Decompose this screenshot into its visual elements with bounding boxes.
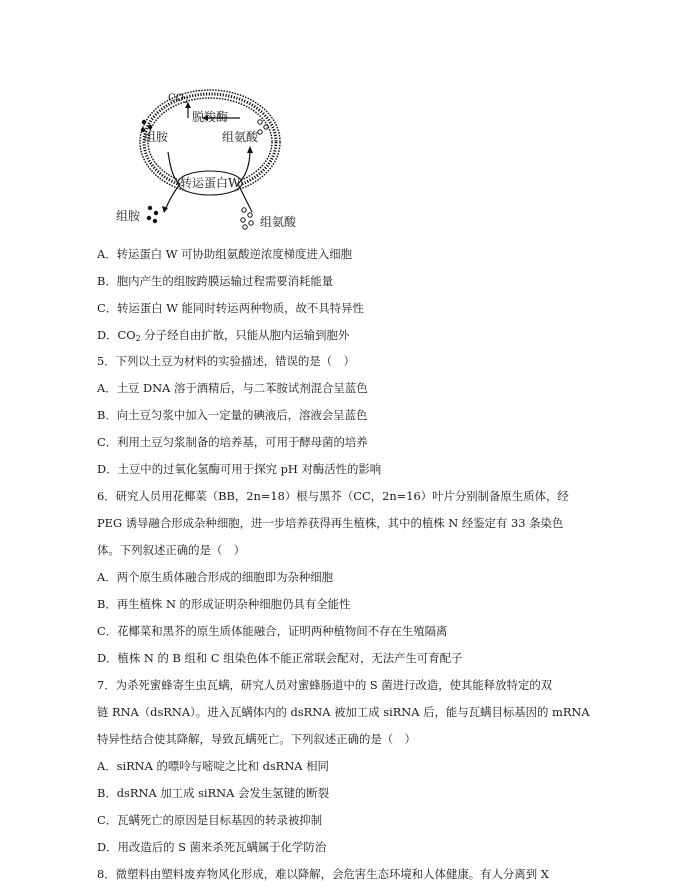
histidine-dot [258, 130, 262, 134]
q6-option-d: D．植株 N 的 B 组和 C 组染色体不能正常联会配对，无法产生可育配子 [97, 651, 463, 665]
q7-option-a: A．siRNA 的嘌呤与嘧啶之比和 dsRNA 相同 [97, 759, 329, 773]
histidine-dot [258, 120, 262, 124]
co2-label: $CO_2$ [168, 93, 189, 105]
cell-transport-diagram [110, 72, 310, 238]
histidine-dot [243, 225, 247, 229]
q6-stem-line-2: PEG 诱导融合形成杂种细胞，进一步培养获得再生植株，其中的植株 N 经鉴定有 33 条染色 [97, 516, 564, 530]
histamine-inside-label: 组胺 [144, 130, 169, 144]
q7-stem-line-1: 7．为杀死蜜蜂寄生虫瓦螨，研究人员对蜜蜂肠道中的 S 菌进行改造，使其能释放特定的双 [97, 678, 553, 692]
q4-option-c: C．转运蛋白 W 能同时转运两种物质，故不具特异性 [97, 301, 364, 315]
decarboxylase-label: 脱羧酶 [192, 110, 229, 124]
q5-option-a: A．土豆 DNA 溶于酒精后，与二苯胺试剂混合呈蓝色 [97, 381, 368, 395]
q7-stem-line-2: 链 RNA（dsRNA）。进入瓦螨体内的 dsRNA 被加工成 siRNA 后，能与瓦螨目标基因的 mRNA [97, 705, 590, 719]
q6-stem-line-1: 6．研究人员用花椰菜（BB，2n=18）根与黑芥（CC，2n=16）叶片分别制备原生质体，经 [97, 489, 569, 503]
q6-stem-line-3: 体。下列叙述正确的是（ ） [97, 543, 246, 557]
q7-stem-line-3: 特异性结合使其降解，导致瓦螨死亡。下列叙述正确的是（ ） [97, 732, 416, 746]
histidine-inside-label: 组氨酸 [222, 130, 259, 144]
q7-option-c: C．瓦螨死亡的原因是目标基因的转录被抑制 [97, 813, 323, 827]
histamine-dot [148, 125, 152, 129]
q4-option-d: D．$CO_2$ 分子经自由扩散，只能从胞内运输到胞外 [97, 328, 350, 343]
histidine-dot [248, 213, 252, 217]
histidine-dot [242, 208, 246, 212]
q4-option-a: A．转运蛋白 W 可协助组氨酸逆浓度梯度进入细胞 [97, 247, 352, 261]
histamine-dot [142, 120, 146, 124]
histidine-dot [264, 125, 268, 129]
q7-option-d: D．用改造后的 S 菌来杀死瓦螨属于化学防治 [97, 840, 327, 854]
histamine-dot [148, 206, 152, 210]
histamine-dot [153, 219, 157, 223]
q6-option-b: B．再生植株 N 的形成证明杂种细胞仍具有全能性 [97, 597, 351, 611]
q5-option-b: B．向土豆匀浆中加入一定量的碘液后，溶液会呈蓝色 [97, 408, 368, 422]
q6-option-c: C．花椰菜和黑芥的原生质体能融合，证明两种植物间不存在生殖隔离 [97, 624, 448, 638]
histidine-dot [249, 221, 253, 225]
q5-option-c: C．利用土豆匀浆制备的培养基，可用于酵母菌的培养 [97, 435, 368, 449]
histidine-dot [241, 218, 245, 222]
histamine-dot [147, 216, 151, 220]
histamine-dot [154, 211, 158, 215]
q6-option-a: A．两个原生质体融合形成的细胞即为杂种细胞 [97, 570, 334, 584]
q5-stem: 5．下列以土豆为材料的实验描述，错误的是（ ） [97, 354, 355, 368]
transporter-w-label: 转运蛋白W [180, 176, 241, 190]
histamine-outside-label: 组胺 [116, 209, 141, 223]
q8-stem-line-1: 8．微塑料由塑料废弃物风化形成，难以降解，会危害生态环境和人体健康。有人分离到 X [97, 867, 549, 881]
histidine-outside-label: 组氨酸 [260, 215, 297, 229]
q5-option-d: D．土豆中的过氧化氢酶可用于探究 pH 对酶活性的影响 [97, 462, 382, 476]
q7-option-b: B．dsRNA 加工成 siRNA 会发生氢键的断裂 [97, 786, 330, 800]
q4-option-b: B．胞内产生的组胺跨膜运输过程需要消耗能量 [97, 274, 334, 288]
